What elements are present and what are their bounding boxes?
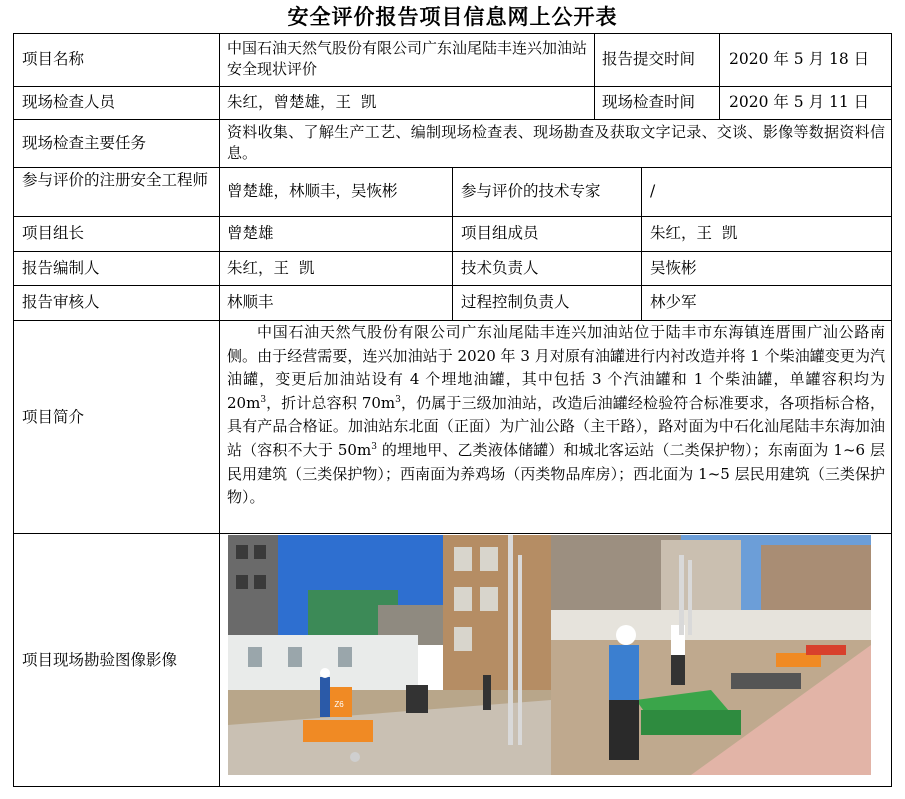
photo1-orange-plate [303, 720, 373, 742]
engineers-label: 参与评价的注册安全工程师 [22, 171, 209, 189]
site-photo-2 [551, 535, 871, 775]
photo2-worker [609, 645, 639, 700]
photo2-orange-lid-1 [776, 653, 821, 667]
team-members-value: 朱红，王 凯 [650, 224, 738, 242]
photo1-pole-1 [508, 535, 513, 745]
intro-part-3: ，仍属于三级加油站，改造后油罐经检验符合标准要求，各项指标合格，具有产品合格证。加油站东北面（正面）为广汕公路（主干路），路对面为中石化汕尾陆丰东海加油站（容积不大于 50m [227, 393, 885, 459]
compiler-label: 报告编制人 [22, 259, 100, 277]
photo2-grey-lid [731, 673, 801, 689]
team-leader-label: 项目组长 [22, 224, 85, 242]
reviewer-value: 林顺丰 [227, 293, 274, 311]
inspectors-value: 朱红，曾楚雄，王 凯 [227, 93, 377, 111]
engineers-value: 曾楚雄，林顺丰，吴恢彬 [227, 182, 398, 200]
intro-sup-3: 3 [371, 441, 377, 452]
intro-sup-1: 3 [260, 394, 267, 405]
project-name-value-text: 中国石油天然气股份有限公司广东汕尾陆丰连兴加油站安全现状评价 [227, 39, 588, 78]
inspect-time-value: 2020 年 5 月 11 日 [729, 93, 870, 111]
intro-part-1: 中国石油天然气股份有限公司广东汕尾陆丰连兴加油站位于陆丰市东海镇连厝围广汕公路南侧。由于经营需要，连兴加油站于 2020 年 3 月对原有油罐进行内衬改造并将 1 个柴油罐变更为汽油罐，变更后加油站设有 4 个埋地油罐，其中包括 3 个汽油罐和 1 个柴油罐，单罐容积均为 20m [227, 323, 885, 412]
submit-time-value-text: 2020 年 5 月 18 日 [729, 50, 870, 68]
tech-lead-value: 吴恢彬 [650, 259, 697, 277]
experts-value: / [650, 182, 656, 200]
submit-time-label-text: 报告提交时间 [602, 50, 696, 68]
photo1-pole-2 [518, 555, 522, 745]
main-task-label: 现场检查主要任务 [22, 134, 147, 152]
intro-sup-2: 3 [395, 394, 401, 405]
photos-label: 项目现场勘验图像影像 [22, 651, 178, 669]
photo1-worker [320, 677, 330, 717]
intro-text [227, 321, 885, 510]
project-name-label-text: 项目名称 [22, 50, 85, 68]
page-title: 安全评价报告项目信息网上公开表 [287, 4, 618, 29]
site-photo-1 [228, 535, 551, 775]
intro-part-4: 的埋地甲、乙类液体储罐）和城北客运站（二类保护物）；东南面为 1~6 层民用建筑（三类保护物）；西南面为养鸡场（丙类物品库房）；西北面为 1~5 层民用建筑（三类保护物）。 [227, 440, 885, 507]
main-task-value: 资料收集、了解生产工艺、编制现场检查表、现场勘查及获取文字记录、交谈、影像等数据资料信息。 [227, 123, 885, 162]
photo1-sign-text: Z6 [334, 700, 344, 709]
team-members-label: 项目组成员 [461, 224, 539, 242]
photo2-white-wall [551, 610, 871, 645]
process-lead-label: 过程控制负责人 [461, 293, 570, 311]
intro-part-2: ，折计总容积 70m [266, 393, 396, 412]
inspect-time-label: 现场检查时间 [602, 93, 696, 111]
inspectors-label: 现场检查人员 [22, 93, 116, 111]
compiler-value: 朱红，王 凯 [227, 259, 315, 277]
process-lead-value: 林少军 [650, 293, 697, 311]
team-leader-value: 曾楚雄 [227, 224, 274, 242]
intro-label: 项目简介 [22, 408, 85, 426]
reviewer-label: 报告审核人 [22, 293, 100, 311]
experts-label: 参与评价的技术专家 [461, 182, 601, 200]
tech-lead-label: 技术负责人 [461, 259, 539, 277]
photo1-building-left [228, 535, 278, 645]
